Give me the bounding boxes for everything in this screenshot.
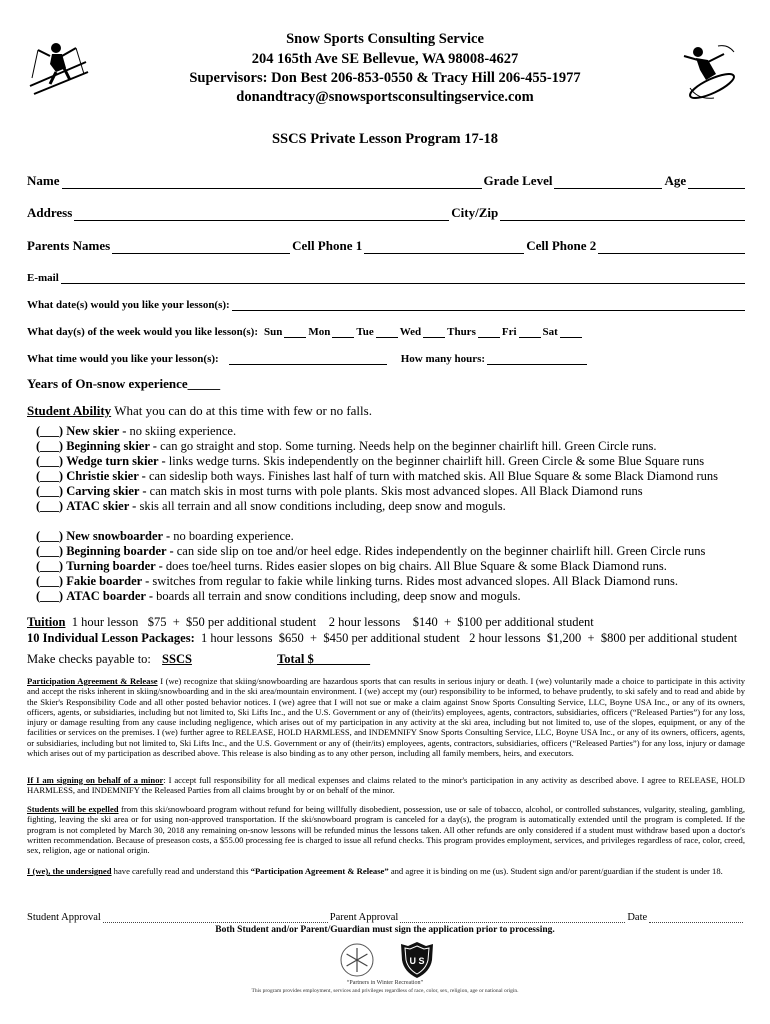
address-label: Address bbox=[27, 205, 73, 220]
minor-clause bbox=[27, 775, 745, 796]
ski-desc-christie: can sideslip both ways. Finishes last half of turn with matched skis. All Blue Square & some Black Diamond runs bbox=[145, 469, 718, 483]
board-check-fakie[interactable]: (___) bbox=[36, 574, 64, 588]
expulsion-clause bbox=[27, 804, 745, 855]
ski-desc-beginning: can go straight and stop. Some turning. Needs help on the beginner chairlift hill. Green Circle runs. bbox=[156, 439, 657, 453]
board-desc-atac: boards all terrain and snow conditions including, deep snow and moguls. bbox=[153, 589, 521, 603]
ski-check-carving[interactable]: (___) bbox=[36, 484, 64, 498]
snowflake-seal-icon bbox=[339, 942, 375, 978]
package-prices: 1 hour lessons $650 + $450 per additional student 2 hour lessons $1,200 + $800 per additional student bbox=[194, 631, 738, 645]
board-desc-turning: does toe/heel turns. Rides easier slopes on big chairs. All Blue Square & some Black Diamond runs. bbox=[162, 559, 667, 573]
hours-label: How many hours: bbox=[400, 353, 486, 365]
dates-label: What date(s) would you like your lesson(s): bbox=[27, 299, 230, 311]
age-label: Age bbox=[664, 173, 687, 188]
board-name-atac: ATAC boarder - bbox=[66, 589, 154, 603]
ski-option-new[interactable] bbox=[36, 424, 236, 439]
board-name-fakie: Fakie boarder - bbox=[66, 574, 150, 588]
time-label: What time would you like your lesson(s): bbox=[27, 353, 219, 365]
company-name: Snow Sports Consulting Service bbox=[286, 31, 484, 47]
board-desc-fakie: switches from regular to fakie while linking turns. Rides most advanced slopes. All Black Diamond runs. bbox=[149, 574, 679, 588]
signature-row bbox=[27, 912, 745, 923]
board-check-atac[interactable]: (___) bbox=[36, 589, 64, 603]
page-title: SSCS Private Lesson Program 17-18 bbox=[271, 131, 499, 147]
thurs-label: Thurs bbox=[447, 326, 476, 338]
board-check-turning[interactable]: (___) bbox=[36, 559, 64, 573]
fri-field[interactable] bbox=[519, 325, 541, 338]
address-field[interactable] bbox=[74, 208, 449, 221]
sat-label: Sat bbox=[542, 326, 558, 338]
ski-option-atac[interactable] bbox=[36, 499, 506, 514]
undersigned-heading: I (we), the undersigned bbox=[27, 866, 112, 876]
undersigned-clause bbox=[27, 866, 745, 876]
ski-check-beginning[interactable]: (___) bbox=[36, 439, 64, 453]
name-row bbox=[27, 173, 747, 189]
footer-fineprint: This program provides employment, services and privileges regardless of race, color, sex, religion, age or national origin. bbox=[251, 988, 519, 994]
ski-check-new[interactable]: (___) bbox=[36, 424, 64, 438]
board-check-new[interactable]: (___) bbox=[36, 529, 64, 543]
ability-subtitle: What you can do at this time with few or no falls. bbox=[114, 403, 372, 418]
signature-note: Both Student and/or Parent/Guardian must sign the application prior to processing. bbox=[215, 925, 555, 935]
date-label: Date bbox=[627, 912, 648, 923]
thurs-field[interactable] bbox=[478, 325, 500, 338]
expulsion-heading: Students will be expelled bbox=[27, 804, 119, 814]
cell2-field[interactable] bbox=[598, 241, 745, 254]
tuition-row bbox=[27, 615, 594, 630]
city-field[interactable] bbox=[500, 208, 745, 221]
board-check-beginning[interactable]: (___) bbox=[36, 544, 64, 558]
usfs-shield-icon bbox=[398, 940, 436, 980]
company-email: donandtracy@snowsportsconsultingservice.com bbox=[236, 89, 534, 105]
grade-label: Grade Level bbox=[483, 173, 553, 188]
checks-label: Make checks payable to: bbox=[27, 652, 151, 666]
board-option-turning[interactable] bbox=[36, 559, 667, 574]
student-approval-label: Student Approval bbox=[27, 912, 101, 923]
parent-approval-field[interactable] bbox=[400, 912, 625, 923]
years-label: Years of On-snow experience bbox=[27, 376, 188, 391]
ski-check-christie[interactable]: (___) bbox=[36, 469, 64, 483]
ski-option-beginning[interactable] bbox=[36, 439, 657, 454]
years-field[interactable]: _____ bbox=[187, 376, 221, 391]
ski-name-wedge: Wedge turn skier - bbox=[66, 454, 166, 468]
ski-desc-atac: skis all terrain and all snow conditions including, deep snow and moguls. bbox=[136, 499, 506, 513]
board-option-new[interactable] bbox=[36, 529, 294, 544]
ski-desc-wedge: links wedge turns. Skis independently on the beginner chairlift hill. Green Circle & some Blue Square runs bbox=[165, 454, 705, 468]
minor-body: : I accept full responsibility for all medical expenses and claims related to the minor's participation in any activity as described above. I agree to RELEASE, HOLD HARMLESS, and INDEMNIFY the Released Parties from all claims brought by or on behalf of the minor. bbox=[27, 775, 745, 796]
ski-name-carving: Carving skier - bbox=[66, 484, 147, 498]
ability-heading-row bbox=[27, 403, 372, 419]
cell1-field[interactable] bbox=[364, 241, 524, 254]
sun-field[interactable] bbox=[284, 325, 306, 338]
participation-heading: Participation Agreement & Release bbox=[27, 676, 158, 686]
participation-agreement bbox=[27, 676, 745, 758]
package-row bbox=[27, 631, 737, 646]
years-row bbox=[27, 376, 220, 392]
supervisors: Supervisors: Don Best 206-853-0550 & Tracy Hill 206-455-1977 bbox=[189, 70, 581, 86]
ski-desc-carving: can match skis in most turns with pole plants. Skis most advanced slopes. All Black Diamond runs bbox=[146, 484, 643, 498]
checks-row bbox=[27, 652, 370, 667]
email-field[interactable] bbox=[61, 271, 745, 284]
board-name-beginning: Beginning boarder - bbox=[66, 544, 174, 558]
dates-row bbox=[27, 298, 747, 311]
undersigned-body: have carefully read and understand this bbox=[111, 866, 251, 876]
checks-payee: SSCS bbox=[162, 652, 192, 666]
name-label: Name bbox=[27, 173, 60, 188]
board-desc-beginning: can side slip on toe and/or heel edge. Rides independently on the beginner chairlift hill. Green Circle runs bbox=[173, 544, 706, 558]
email-label: E-mail bbox=[27, 272, 59, 284]
ski-name-new: New skier - bbox=[66, 424, 127, 438]
ski-option-christie[interactable] bbox=[36, 469, 718, 484]
email-row bbox=[27, 271, 747, 284]
total-field[interactable]: Total $_________ bbox=[277, 652, 371, 666]
sun-label: Sun bbox=[264, 326, 283, 338]
board-option-fakie[interactable] bbox=[36, 574, 678, 589]
wed-label: Wed bbox=[399, 326, 422, 338]
days-row bbox=[27, 325, 747, 338]
ski-desc-new: no skiing experience. bbox=[126, 424, 237, 438]
address-row bbox=[27, 205, 747, 221]
tue-label: Tue bbox=[356, 326, 374, 338]
expulsion-body: from this ski/snowboard program without refund for being willfully disobedient, possession, use or sale of tobacco, alcohol, or controlled substances, vulgarity, stealing, gambling, fighting, leaving the ski area or for using non-approved transportation. If the ski/snowboard program is canceled for a day(s), the program is automatically extended until the program is completed. If the program is not completed by March 30, 2018 any remaining on-snow lessons will be refunded minus the lessons taken. All other refunds are only considered if a student must withdraw based upon a doctor's written recommendation. Because of preseason costs, a $55.00 processing fee is charged to issue all refund checks. This program provides employment, services, and privileges regardless of race, color, creed, sex, religion, age or national origin. bbox=[27, 804, 745, 856]
footer-tagline: “Partners in Winter Recreation” bbox=[346, 980, 424, 986]
hours-field[interactable] bbox=[487, 352, 587, 365]
participation-body: I (we) recognize that skiing/snowboarding are hazardous sports that can results in serious injury or death. I (we) voluntarily made a choice to participate in this activity and accept the risks inherent in skiing/snowboarding and in the ski area/mountain environment. I (we) accept my (our) responsibility to be informed, to behave prudently, to ski safely and to read and abide by the Skier's Responsibility Code and all other posted behavior notices. I (we) agree that I will not sue or make a claim against Snow Sports Consulting Service, LLC, Boyne USA Inc., or any of its owners, officers, agents, or subsidiaries, including but not limited to, Ski Lifts Inc., and the U.S. Government or any of (their/its) employees, agents, contractors, subsidiaries, officers (“Released Parties”) for any loss, injury or damage resulting from any cause including negligence, which arises out of my participation in any activity at the ski area, including but not limited to, use of the slopes, equipment, or any of the facilities or services on the premises. I (we) further agree to RELEASE, HOLD HARMLESS, and INDEMNIFY Snow Sports Consulting Service, LLC, Boyne USA Inc., or any of its owners, officers, agents, or subsidiaries, including but not limited to, Ski Lifts Inc., and the U.S. Government or any of (their/its) employees, agents, contractors, subsidiaries, officers (“Released Parties”) for any loss, injury or damage which arises out of my participation as described above. This release is also binding as to any other person, including all family members, heirs, and executors. bbox=[27, 676, 745, 759]
ski-name-christie: Christie skier - bbox=[66, 469, 146, 483]
city-label: City/Zip bbox=[451, 205, 499, 220]
parents-field[interactable] bbox=[112, 241, 290, 254]
tue-field[interactable] bbox=[376, 325, 398, 338]
board-name-new: New snowboarder - bbox=[66, 529, 171, 543]
cell2-label: Cell Phone 2 bbox=[526, 238, 597, 253]
cell1-label: Cell Phone 1 bbox=[292, 238, 363, 253]
parents-label: Parents Names bbox=[27, 238, 111, 253]
time-field[interactable] bbox=[229, 352, 387, 365]
wed-field[interactable] bbox=[423, 325, 445, 338]
sat-field[interactable] bbox=[560, 325, 582, 338]
mon-label: Mon bbox=[308, 326, 331, 338]
board-name-turning: Turning boarder - bbox=[66, 559, 163, 573]
tuition-prices: 1 hour lesson $75 + $50 per additional student 2 hour lessons $140 + $100 per additional student bbox=[65, 615, 594, 629]
age-field[interactable] bbox=[688, 176, 745, 189]
undersigned-quote: “Participation Agreement & Release” bbox=[250, 866, 389, 876]
package-label: 10 Individual Lesson Packages: bbox=[27, 631, 195, 645]
time-row bbox=[27, 352, 747, 365]
ski-check-atac[interactable]: (___) bbox=[36, 499, 64, 513]
board-option-atac[interactable] bbox=[36, 589, 521, 604]
tuition-label: Tuition bbox=[27, 615, 66, 629]
grade-field[interactable] bbox=[554, 176, 662, 189]
parent-approval-label: Parent Approval bbox=[329, 912, 399, 923]
name-field[interactable] bbox=[62, 176, 482, 189]
mon-field[interactable] bbox=[332, 325, 354, 338]
student-approval-field[interactable] bbox=[103, 912, 328, 923]
company-address: 204 165th Ave SE Bellevue, WA 98008-4627 bbox=[251, 51, 519, 67]
ski-check-wedge[interactable]: (___) bbox=[36, 454, 64, 468]
ski-option-wedge[interactable] bbox=[36, 454, 704, 469]
days-label: What day(s) of the week would you like lesson(s): bbox=[27, 326, 259, 338]
ability-heading: Student Ability bbox=[27, 403, 112, 418]
board-desc-new: no boarding experience. bbox=[170, 529, 294, 543]
minor-heading: If I am signing on behalf of a minor bbox=[27, 775, 164, 785]
ski-name-beginning: Beginning skier - bbox=[66, 439, 157, 453]
ski-option-carving[interactable] bbox=[36, 484, 643, 499]
dates-field[interactable] bbox=[232, 298, 745, 311]
board-option-beginning[interactable] bbox=[36, 544, 705, 559]
parents-row bbox=[27, 238, 747, 254]
fri-label: Fri bbox=[501, 326, 517, 338]
date-field[interactable] bbox=[649, 912, 743, 923]
undersigned-tail: and agree it is binding on me (us). Student sign and/or parent/guardian if the student is under 18. bbox=[388, 866, 723, 876]
shield-text: U S bbox=[409, 956, 425, 966]
ski-name-atac: ATAC skier - bbox=[66, 499, 137, 513]
